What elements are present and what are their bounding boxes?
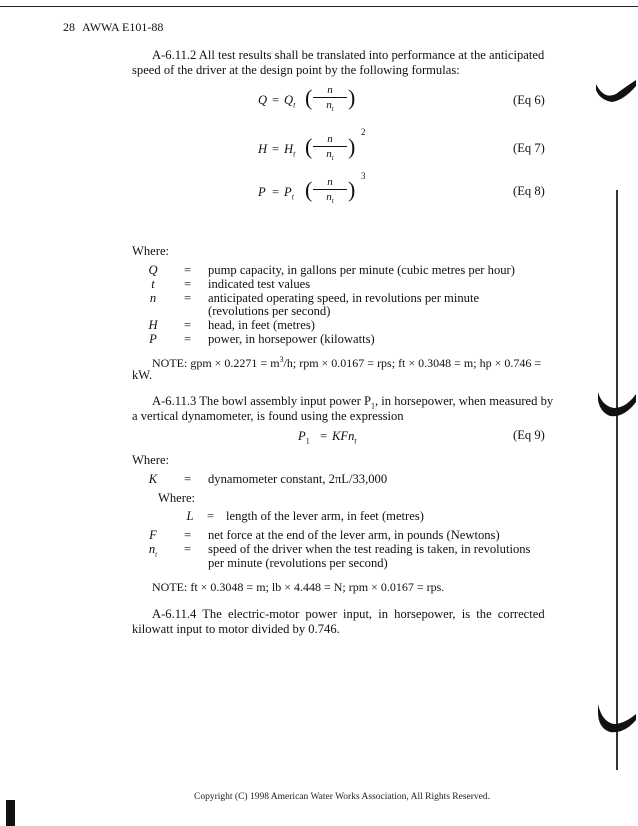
eq6-numerator: n [327, 84, 333, 96]
def-text-k: dynamometer constant, 2πL/33,000 [208, 472, 388, 486]
note-1-sup: 3 [279, 355, 284, 364]
eq7-exponent: 2 [361, 127, 366, 137]
def-text-l: length of the lever arm, in feet (metres) [226, 509, 424, 523]
page-number: 28 [63, 20, 75, 34]
def-symbol-nt: $n_t$ [148, 542, 158, 559]
note-2-prefix: NOTE: [152, 580, 188, 594]
binder-clip-icon [594, 700, 638, 740]
eq6-fraction-bar [313, 97, 347, 98]
eq8-numerator: n [327, 176, 333, 188]
def-text-nt: speed of the driver when the test reading is taken, in revolutions [208, 542, 531, 556]
eq7-close-paren: ) [348, 134, 356, 159]
eq6-denominator: $n_t$ [326, 99, 334, 114]
def-symbol-n: n [149, 291, 157, 305]
def-symbol-p: P [149, 332, 157, 346]
def-text-p: power, in horsepower (kilowatts) [208, 332, 375, 346]
eq8-exponent: 3 [361, 171, 366, 181]
sec-a6113-sub: 1 [370, 401, 375, 411]
eq7-fraction [313, 133, 347, 164]
sec-a6113-line2: a vertical dynamometer, is found using the expression [132, 409, 404, 423]
def-text-h: head, in feet (metres) [208, 318, 315, 332]
note-1-prefix: NOTE: [152, 356, 188, 370]
eq8-rhs: $P_t$ [284, 185, 294, 202]
scan-corner-mark [6, 800, 15, 826]
eq6-equals: = [272, 93, 280, 107]
eq8-fraction [313, 176, 347, 207]
eq6-fraction [313, 84, 347, 115]
def-equals-k: = [184, 472, 192, 486]
def-text-q: pump capacity, in gallons per minute (cubic metres per hour) [208, 263, 515, 277]
note-1-line2: kW. [132, 368, 153, 382]
binder-clip-icon [596, 386, 638, 426]
eq9-equals: = [320, 429, 328, 443]
note-1-text-b: /h; rpm × 0.0167 = rps; ft × 0.3048 = m; hp × 0.746 = [283, 356, 542, 370]
eq8-denominator: $n_t$ [326, 191, 334, 206]
eq9-label: (Eq 9) [513, 428, 545, 442]
note-1-text-a: gpm × 0.2271 = m [190, 356, 280, 370]
def-symbol-h: H [148, 318, 158, 332]
eq6-open-paren: ( [305, 85, 313, 110]
def-equals-p: = [184, 332, 192, 346]
where-label-inner: Where: [158, 491, 196, 505]
eq6-lhs: Q [258, 93, 268, 107]
copyright-notice: Copyright (C) 1998 American Water Works Association, All Rights Reserved. [194, 792, 491, 802]
eq8-open-paren: ( [305, 177, 313, 202]
sec-a6112-line2: speed of the driver at the design point by the following formulas: [132, 63, 460, 77]
eq6-label: (Eq 6) [513, 93, 545, 107]
sec-a6113-text-b: , in horsepower, when measured by [374, 394, 554, 408]
sec-a6112-line1: A-6.11.2 All test results shall be translated into performance at the anticipated [152, 48, 545, 62]
scan-right-edge [616, 190, 618, 770]
eq6-close-paren: ) [348, 85, 356, 110]
eq7-label: (Eq 7) [513, 141, 545, 155]
eq6-rhs: $Q_t$ [284, 93, 296, 110]
def-symbol-k: K [148, 472, 158, 486]
def-symbol-t: t [151, 277, 155, 291]
def-equals-h: = [184, 318, 192, 332]
eq8-label: (Eq 8) [513, 184, 545, 198]
sec-a6114-line2: kilowatt input to motor divided by 0.746. [132, 622, 340, 636]
eq7-denominator: $n_t$ [326, 148, 334, 163]
def-text-n: anticipated operating speed, in revolutions per minute [208, 291, 480, 305]
eq7-fraction-bar [313, 146, 347, 147]
eq8-lhs: P [258, 185, 266, 199]
where-label-1: Where: [132, 244, 170, 258]
def-equals-nt: = [184, 542, 192, 556]
eq7-rhs: $H_t$ [284, 142, 296, 159]
eq7-open-paren: ( [305, 134, 313, 159]
eq7-numerator: n [327, 133, 333, 145]
binder-clip-icon [594, 70, 638, 110]
def-symbol-l: L [186, 509, 194, 523]
def-equals-l: = [207, 509, 215, 523]
eq7-lhs: H [258, 142, 268, 156]
eq7-equals: = [272, 142, 280, 156]
eq8-equals: = [272, 185, 280, 199]
def-symbol-q: Q [148, 263, 158, 277]
eq9-lhs: $P_1$ [298, 429, 310, 446]
note-2-text: ft × 0.3048 = m; lb × 4.448 = N; rpm × 0.0167 = rps. [190, 580, 445, 594]
scan-top-rule [0, 6, 638, 7]
def-equals-t: = [184, 277, 192, 291]
def-equals-q: = [184, 263, 192, 277]
eq8-close-paren: ) [348, 177, 356, 202]
def-text-nt-cont: per minute (revolutions per second) [208, 556, 388, 570]
def-text-n-cont: (revolutions per second) [208, 304, 331, 318]
note-1 [152, 352, 541, 371]
note-2 [152, 579, 444, 595]
def-text-t: indicated test values [208, 277, 311, 291]
sec-a6113-text-a: A-6.11.3 The bowl assembly input power P [152, 394, 371, 408]
def-equals-f: = [184, 528, 192, 542]
standard-id: AWWA E101-88 [82, 20, 164, 34]
eq9-rhs: KFn$_t$ [332, 429, 357, 446]
eq8-fraction-bar [313, 189, 347, 190]
def-symbol-f: F [149, 528, 157, 542]
where-label-2: Where: [132, 453, 170, 467]
def-equals-n: = [184, 291, 192, 305]
sec-a6114-line1: A-6.11.4 The electric-motor power input, in horsepower, is the corrected [152, 607, 545, 621]
def-text-f: net force at the end of the lever arm, in pounds (Newtons) [208, 528, 500, 542]
